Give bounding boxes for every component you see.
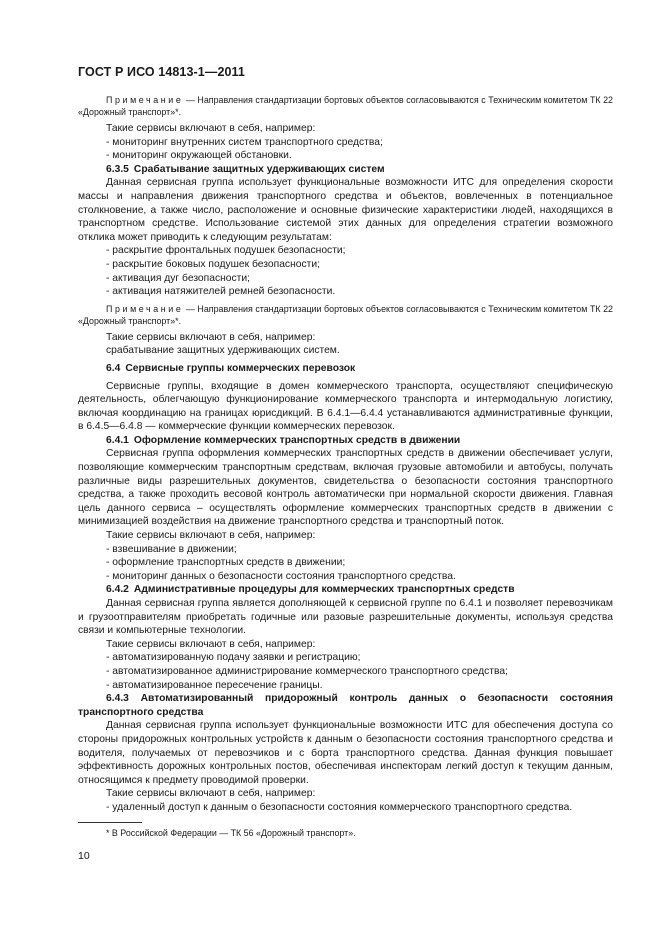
paragraph: Сервисные группы, входящие в домен коммерческого транспорта, осуществляют специфическую деятельность, облегчающую функционирование коммерческого транспорта и интермодальную логистику, включая координацию на границах юрисдикций. В 6.4.1—6.4.4 устанавливаются административные функции, в 6.4.5—6.4.8 — коммерческие функции коммерческих перевозок. xyxy=(78,380,613,433)
section-title: Срабатывание защитных удерживающих систем xyxy=(133,163,385,175)
page-number: 10 xyxy=(78,850,90,862)
paragraph: Данная сервисная группа использует функциональные возможности ИТС для обеспечения доступа со стороны придорожных контрольных устройств к данным о безопасности состояния транспортного средства и водителя, получаемых от перевозчиков и с борта транспортного средства. Данная функция повышает эффективность дорожных контрольных постов, обеспечивая инспекторам легкий доступ к текущим данным, относящимся к предмету проводимой проверки. xyxy=(78,720,613,786)
list-item: срабатывание защитных удерживающих систем. xyxy=(106,345,340,357)
list-item: - автоматизированное пересечение границы. xyxy=(106,679,323,691)
list-item: - мониторинг данных о безопасности состояния транспортного средства. xyxy=(106,570,456,582)
list-item: - автоматизированную подачу заявки и регистрацию; xyxy=(106,652,361,664)
section-title: Административные процедуры для коммерческих транспортных средств xyxy=(133,584,515,596)
document-body xyxy=(78,94,613,815)
paragraph: Данная сервисная группа использует функциональные возможности ИТС для определения скорости массы и направления движения транспортного средства и объектов, вовлеченных в потенциальное столкновение, а также число, расположение и основные физические характеристики людей, находящихся в транспортном средстве. Использование системой этих данных для определения стратегии возможного отклика может приводить к следующим результатам: xyxy=(78,177,613,243)
list-item: - мониторинг внутренних систем транспортного средства; xyxy=(106,136,383,148)
list-item: - активация натяжителей ремней безопасности. xyxy=(106,286,336,298)
footnote: * В Российской Федерации — ТК 56 «Дорожный транспорт». xyxy=(106,828,356,838)
intro-line: Такие сервисы включают в себя, например: xyxy=(106,788,316,800)
section-heading-6-4-3 xyxy=(78,692,613,719)
section-number: 6.4.2 xyxy=(106,584,129,596)
list-item: - взвешивание в движении; xyxy=(106,543,237,555)
list-item: - удаленный доступ к данным о безопасности состояния коммерческого транспортного средства. xyxy=(106,801,573,813)
list-item: - мониторинг окружающей обстановки. xyxy=(106,150,292,162)
note-2 xyxy=(78,303,613,327)
section-heading-6-3-5 xyxy=(78,163,613,177)
block1-intro: Такие сервисы включают в себя, например: xyxy=(106,123,316,134)
section-heading-6-4-2 xyxy=(78,583,613,597)
note-1 xyxy=(78,94,613,118)
intro-line: Такие сервисы включают в себя, например: xyxy=(106,638,316,650)
list-item: - оформление транспортных средств в движении; xyxy=(106,557,346,569)
list-item: - активация дуг безопасности; xyxy=(106,272,251,284)
note-text: — Направления стандартизации бортовых объектов согласовываются с Техническим комитетом ТК 22 «Дорожный транспорт»*. xyxy=(78,95,613,117)
note-label: Примечание xyxy=(106,303,184,314)
note-text: — Направления стандартизации бортовых объектов согласовываются с Техническим комитетом ТК 22 «Дорожный транспорт»*. xyxy=(78,303,613,326)
intro-line: Такие сервисы включают в себя, например: xyxy=(106,331,316,343)
section-number: 6.4 xyxy=(106,362,121,374)
footnote-divider xyxy=(78,822,142,823)
section-title: Сервисные группы коммерческих перевозок xyxy=(125,362,356,374)
list-item: - раскрытие фронтальных подушек безопасности; xyxy=(106,245,346,257)
paragraph: Сервисная группа оформления коммерческих транспортных средств в движении обеспечивает услуги, позволяющие коммерческим транспортным средствам, включая грузовые автомобили и автобусы, получать различные виды разрешительных документов, свидетельства о безопасности состояния транспортного средства, а также проходить весовой контроль автоматически при нормальной скорости движения. Главная цель данного сервиса – осуществлять оформление коммерческих транспортных средств в движении с минимизацией воздействия на движение транспортного средства и транспортный поток. xyxy=(78,448,613,528)
list-item: - раскрытие боковых подушек безопасности; xyxy=(106,258,320,270)
section-heading-6-4-1 xyxy=(78,434,613,448)
list-item: - автоматизированное администрирование коммерческого транспортного средства; xyxy=(106,665,508,677)
section-number: 6.4.3 xyxy=(106,693,129,705)
section-title: Оформление коммерческих транспортных средств в движении xyxy=(133,434,461,446)
section-number: 6.3.5 xyxy=(106,163,129,175)
intro-line: Такие сервисы включают в себя, например: xyxy=(106,530,316,542)
section-number: 6.4.1 xyxy=(106,434,129,446)
section-title: Автоматизированный придорожный контроль данных о безопасности состояния транспортного средства xyxy=(78,693,613,718)
section-heading-6-4 xyxy=(78,362,613,376)
document-header: ГОСТ Р ИСО 14813-1—2011 xyxy=(78,65,245,79)
paragraph: Данная сервисная группа является дополняющей к сервисной группе по 6.4.1 и позволяет перевозчикам и грузоотправителям приобретать годичные или разовые разрешительные документы, используя средства связи и компьютерные технологии. xyxy=(78,598,613,637)
note-label: Примечание xyxy=(106,95,184,105)
